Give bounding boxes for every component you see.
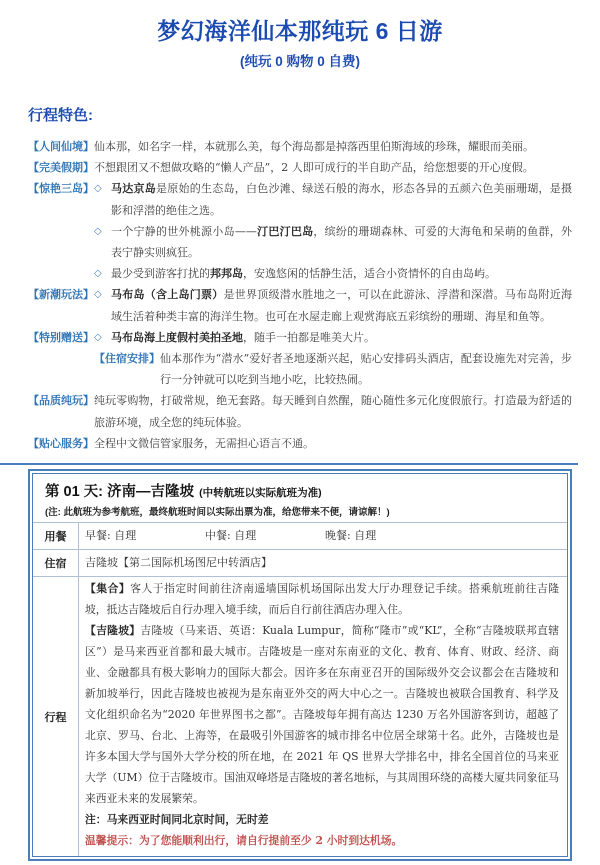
itinerary-content	[79, 577, 567, 856]
bullet-text	[111, 221, 572, 263]
bullet-pre: 一个宁静的世外桃源小岛——	[111, 224, 257, 238]
island-name: 汀巴汀巴岛	[256, 224, 314, 238]
feature-text: 仙本那，如名字一样，本就那么美，每个海岛都是掉落西里伯斯海域的珍珠，耀眼而美丽。	[94, 140, 534, 153]
diamond-bullet-icon: ◇	[94, 183, 102, 195]
itinerary-paragraph-jihe	[85, 578, 559, 620]
paragraph-label: 【吉隆坡】	[85, 624, 141, 638]
feature-sandao	[28, 178, 572, 284]
bullet-pre: 最少受到游客打扰的	[111, 267, 210, 281]
feature-jiaqi	[28, 157, 572, 178]
day1-table-inner	[32, 473, 568, 857]
paragraph-label: 【集合】	[85, 582, 131, 596]
bullet-text	[111, 327, 572, 348]
stay-label: 住宿	[33, 550, 79, 576]
island-name: 马达京岛	[111, 182, 156, 196]
feature-label: 【住宿安排】	[94, 352, 160, 366]
feature-chunwan	[28, 390, 572, 432]
itinerary-row	[33, 576, 567, 856]
paragraph-text: 吉隆坡（马来语、英语：Kuala Lumpur，简称“隆市”或“KL”，全称“吉隆坡联邦直辖区”）是马来西亚首都和最大城市。吉隆坡是一座对东南亚的文化、教育、体育、财政、经济、商业、金融都具有极大影响力的国际大都会。因许多在东南亚召开的国际级外交会议都会在吉隆坡和新加坡举行，因此吉隆坡也被视为是东南亚外交的两大中心之一。吉隆坡也被联合国教育、科学及文化组织命名为“2020 年世界图书之都”。吉隆坡每年拥有高达 1230 万名外国游客到访，超越了北京、罗马、台北、上海等，在最吸引外国游客的城市排名中位居全球第十名。此外，吉隆坡也是许多本国大学与国外大学分校的所在地，在 2021 年 QS 世界大学排名中，排名全国首位的马来亚大学（UM）位于吉隆坡市。国油双峰塔是吉隆坡的著名地标，与其周围环绕的高楼大厦共同象征马来西亚未来的发展繁荣。	[85, 624, 559, 806]
bullet-text	[111, 178, 572, 220]
feature-label: 【新潮玩法】	[28, 288, 94, 302]
island-name: 邦邦岛	[210, 267, 243, 281]
meals-content	[79, 523, 567, 549]
diamond-bullet-icon: ◇	[94, 331, 102, 343]
feature-label: 【品质纯玩】	[28, 394, 94, 408]
features-heading: 行程特色:	[28, 107, 93, 124]
lunch-value: 中餐: 自理	[205, 529, 257, 543]
day1-header	[33, 474, 567, 522]
bullet-bangbang	[94, 263, 572, 284]
day1-flight-note: (注: 此航班为参考航班，最终航班时间以实际出票为准，给您带来不便，请谅解！)	[45, 507, 390, 519]
bullet-rest: 是世界顶级潜水胜地之一，可以在此游泳、浮潜和深潜。马布岛附近海域生活着种类丰富的海洋生物。也可在水屋走廊上观赏海底五彩缤纷的珊瑚、海星和鱼等。	[111, 288, 572, 323]
feature-text: 不想跟团又不想做攻略的“懒人产品”，2 人即可成行的半自助产品，给您想要的开心度假。	[94, 161, 534, 175]
island-name: 马布岛（含上岛门票）	[111, 288, 224, 302]
feature-xianjing	[28, 136, 572, 157]
meals-label: 用餐	[33, 523, 79, 549]
warm-tip: 温馨提示：为了您能顺利出行，请自行提前至少 2 小时到达机场。	[85, 834, 403, 848]
day1-table	[28, 469, 572, 861]
meals-row	[33, 522, 567, 549]
features-list	[28, 136, 572, 454]
feature-label: 【人间仙境】	[28, 140, 94, 153]
feature-text: 仙本那作为“潜水”爱好者圣地逐渐兴起，贴心安排码头酒店，配套设施先对完善，步行一分钟就可以吃到当地小吃，比较热闹。	[160, 352, 572, 387]
bullet-tingba	[94, 221, 572, 263]
diamond-bullet-icon: ◇	[94, 268, 102, 280]
bullet-rest: 是原始的生态岛，白色沙滩、绿送石般的海水，形态各异的五颜六色美丽珊瑚，是摄影和浮潜的绝佳之选。	[111, 182, 572, 217]
day1-title: 第 01 天: 济南—吉隆坡	[45, 484, 195, 501]
page-title: 梦幻海洋仙本那纯玩 6 日游	[157, 18, 443, 44]
bullet-text	[111, 284, 572, 326]
stay-row	[33, 549, 567, 576]
feature-bullets	[94, 178, 572, 284]
feature-bullets	[94, 327, 572, 391]
feature-wanfa	[28, 284, 572, 326]
diamond-bullet-icon: ◇	[94, 225, 102, 237]
itinerary-paragraph-kl	[85, 620, 559, 809]
bullet-text	[111, 263, 572, 284]
feature-label: 【贴心服务】	[28, 436, 94, 450]
bullet-madajing	[94, 178, 572, 220]
itinerary-document-page	[0, 16, 600, 865]
highlight-name: 马布岛海上度假村美拍圣地	[111, 330, 243, 344]
page-subtitle: (纯玩 0 购物 0 自费)	[239, 54, 360, 69]
day1-title-suffix: (中转航班以实际航班为准)	[199, 487, 322, 500]
feature-text: 全程中文微信管家服务，无需担心语言不通。	[94, 436, 314, 450]
feature-zhusu	[94, 348, 572, 390]
meals-line	[85, 525, 559, 546]
bullet-rest: ，随手一拍都是唯美大片。	[243, 330, 375, 344]
feature-label: 【特别赠送】	[28, 330, 94, 344]
breakfast-value: 早餐: 自理	[85, 529, 137, 543]
feature-zengsong	[28, 327, 572, 391]
bullet-meipai	[94, 327, 572, 348]
diamond-bullet-icon: ◇	[94, 289, 102, 301]
timezone-note: 注：马来西亚时间同北京时间，无时差	[85, 813, 269, 827]
feature-label: 【惊艳三岛】	[28, 182, 94, 196]
feature-text: 纯玩零购物，打破常规，绝无套路。每天睡到自然醒，随心随性多元化度假旅行。打造最为舒适的旅游环境，成全您的纯玩体验。	[94, 394, 572, 429]
paragraph-text: 客人于指定时间前往济南遥墙国际机场国际出发大厅办理登记手续。搭乘航班前往吉隆坡，抵达吉隆坡后自行办理入境手续，而后自行前往酒店办理入住。	[85, 582, 560, 617]
feature-fuwu	[28, 433, 572, 454]
itinerary-label: 行程	[33, 577, 79, 856]
bullet-rest: ，缤纷的珊瑚森林、可爱的大海龟和呆萌的鱼群，外表宁静实则疯狂。	[111, 224, 573, 260]
feature-label: 【完美假期】	[28, 161, 94, 175]
bullet-rest: ，安逸悠闲的恬静生活，适合小资情怀的自由岛屿。	[243, 267, 496, 281]
dinner-value: 晚餐: 自理	[325, 529, 377, 543]
section-divider	[0, 463, 578, 465]
feature-bullets	[94, 284, 572, 326]
bullet-mabu	[94, 284, 572, 326]
stay-value: 吉隆坡【第二国际机场图尼中转酒店】	[85, 556, 272, 570]
